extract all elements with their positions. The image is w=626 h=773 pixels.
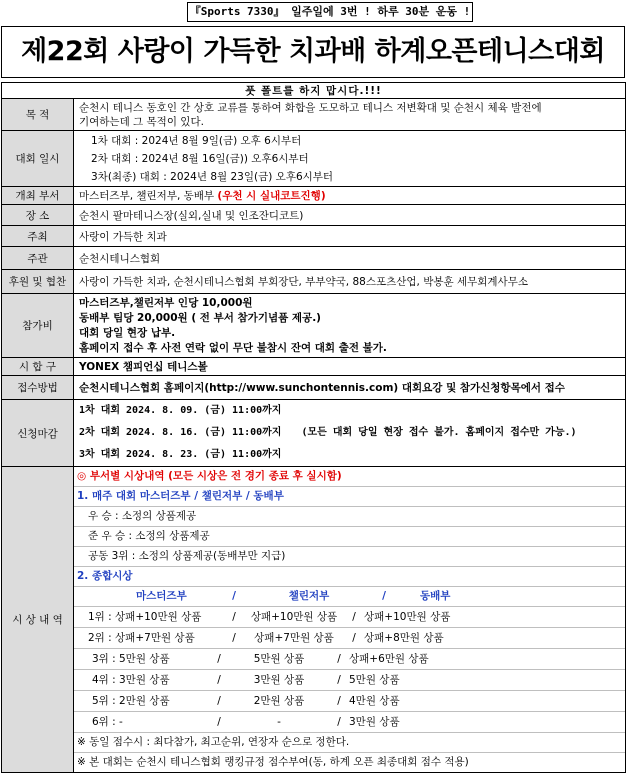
label-venue: 장 소 [2,205,74,226]
prize-cell: 6위 : [92,716,116,728]
label-division: 개최 부서 [2,187,74,205]
fee-line-1: 마스터즈부,챌린저부 인당 10,000원 [79,296,253,309]
organizer-text: 순천시테니스협회 [74,247,626,270]
awards-sec1-line-2: 준 우 승 : 소정의 상품제공 [74,526,625,546]
slogan-box: 『Sports 7330』 일주일에 3번 ! 하루 30분 운동 ! [187,2,473,22]
label-fee: 참가비 [2,294,74,358]
deadline-line-3: 3차 대회 2024. 8. 23. (금) 11:00까지 [79,449,282,460]
row-venue [2,205,626,226]
label-host: 주최 [2,226,74,247]
label-ball: 시 합 구 [2,358,74,376]
prize-list [74,606,625,732]
awards-header: ◎ 부서별 시상내역 (모든 시상은 전 경기 종료 후 실시함) [77,470,342,482]
prize-cell: / [217,674,221,686]
row-host [2,226,626,247]
prize-cell: 상패+7만원 상품 [254,632,334,644]
prize-cell: 상패+8만원 상품 [364,632,444,644]
prize-cell: 1위 : 상패+10만원 상품 [88,611,202,623]
prize-row [74,606,625,627]
row-purpose [2,99,626,131]
label-organizer: 주관 [2,247,74,270]
awards-note-2: ※ 본 대회는 순천시 테니스협회 랭킹규정 점수부여(동, 하계 오픈 최종대회 점수 적용) [74,752,625,772]
prize-cell: 3만원 상품 [349,716,400,728]
prize-cell: 2만원 상품 [253,695,305,707]
prize-cell: / [217,695,221,707]
awards-sec1-line-3: 공동 3위 : 소정의 상품제공(동배부만 지급) [74,546,625,566]
row-registration [2,376,626,400]
prize-cell: / [337,674,341,686]
division-text: 마스터즈부, 챌린저부, 동배부 [79,190,215,202]
fee-line-4: 홈페이지 접수 후 사전 연락 없이 무단 불참시 잔여 대회 출전 불가. [79,341,387,354]
awards-sec1-line-1: 우 승 : 소정의 상품제공 [74,506,625,526]
prize-cell: 5만원 상품 [349,674,400,686]
label-deadline: 신청마감 [2,400,74,467]
host-text: 사랑이 가득한 치과 [74,226,626,247]
schedule-line-3: 3차(최종) 대회 : 2024년 8월 23일(금) 오후6시부터 [91,170,334,183]
prize-row [74,648,625,669]
prize-cell: 5위 : [92,695,116,707]
label-awards: 시 상 내 역 [2,467,74,773]
row-organizer [2,247,626,270]
prize-row [74,669,625,690]
notice: 풋 폴트를 하지 맙시다.!!! [2,83,626,99]
prize-cell: 3만원 상품 [253,674,305,686]
prize-cell: 상패+6만원 상품 [349,653,429,665]
row-division [2,187,626,205]
sponsor-text: 사랑이 가득한 치과, 순천시테니스협회 부회장단, 부부약국, 88스포츠산업, 박봉훈 세무회계사무소 [74,270,626,294]
prize-cell: 상패+10만원 상품 [250,611,338,623]
prize-row [74,690,625,711]
awards-note-1: ※ 동일 점수시 : 최다참가, 최고순위, 연장자 순으로 정한다. [74,732,625,752]
prize-cell: 4만원 상품 [349,695,400,707]
prize-cell: / [337,716,341,728]
purpose-line-2: 기여하는데 그 목적이 있다. [79,115,204,128]
row-sponsor [2,270,626,294]
prize-cell: 5만원 상품 [253,653,305,665]
schedule-line-2: 2차 대회 : 2024년 8월 16일(금)) 오후6시부터 [91,152,309,165]
row-schedule [2,131,626,187]
prize-cell: 상패+10만원 상품 [364,611,451,623]
row-ball [2,358,626,376]
prize-row [74,627,625,648]
purpose-line-1: 순천시 테니스 동호인 간 상호 교류를 통하여 화합을 도모하고 테니스 저변확대 및 순천시 체육 발전에 [79,101,542,114]
ball-text: YONEX 챔피언십 테니스볼 [74,358,626,376]
label-schedule: 대회 일시 [2,131,74,187]
page-title: 제22회 사랑이 가득한 치과배 하계오픈테니스대회 [1,26,625,78]
prize-cell: / [232,611,236,623]
fee-line-3: 대회 당일 현장 납부. [79,326,176,339]
deadline-line-2: 2차 대회 2024. 8. 16. (금) 11:00까지 [79,427,282,438]
prize-cell: 5만원 상품 [119,653,170,665]
label-sponsor: 후원 및 협찬 [2,270,74,294]
info-table [1,82,626,773]
rain-notice: (우천 시 실내코트진행) [217,190,326,202]
row-awards [2,467,626,773]
prize-cell: / [337,653,341,665]
awards-sec1: 1. 매주 대회 마스터즈부 / 챌린저부 / 동배부 [74,486,625,506]
prize-cell: 2만원 상품 [119,695,170,707]
deadline-line-1: 1차 대회 2024. 8. 09. (금) 11:00까지 [79,405,282,416]
prize-cell: 3만원 상품 [119,674,170,686]
fee-line-2: 동배부 팀당 20,000원 ( 전 부서 참가기념품 제공.) [79,311,321,324]
venue-text: 순천시 팔마테니스장(실외,실내 및 인조잔디코트) [74,205,626,226]
deadline-note: (모든 대회 당일 현장 접수 불가. 홈페이지 접수만 가능.) [301,427,577,438]
prize-cell: 2위 : 상패+7만원 상품 [88,632,195,644]
label-purpose: 목 적 [2,99,74,131]
prize-cell: - [277,716,281,728]
prize-cell: / [232,632,236,644]
prize-cell: / [352,611,356,623]
awards-sec2: 2. 종합시상 [74,566,625,586]
prize-cell: 4위 : [92,674,116,686]
prize-cell: 3위 : [92,653,116,665]
prize-columns-header: 마스터즈부 / 챌린저부 / 동배부 [74,586,625,606]
registration-text: 순천시테니스협회 홈페이지(http://www.sunchontennis.com) 대회요강 및 참가신청항목에서 접수 [74,376,626,400]
prize-row [74,711,625,732]
schedule-line-1: 1차 대회 : 2024년 8월 9일(금) 오후 6시부터 [91,134,302,147]
row-deadline [2,400,626,467]
prize-cell: / [217,716,221,728]
prize-cell: / [352,632,356,644]
prize-cell: / [337,695,341,707]
prize-cell: / [217,653,221,665]
label-registration: 접수방법 [2,376,74,400]
row-fee [2,294,626,358]
prize-cell: - [119,716,123,728]
